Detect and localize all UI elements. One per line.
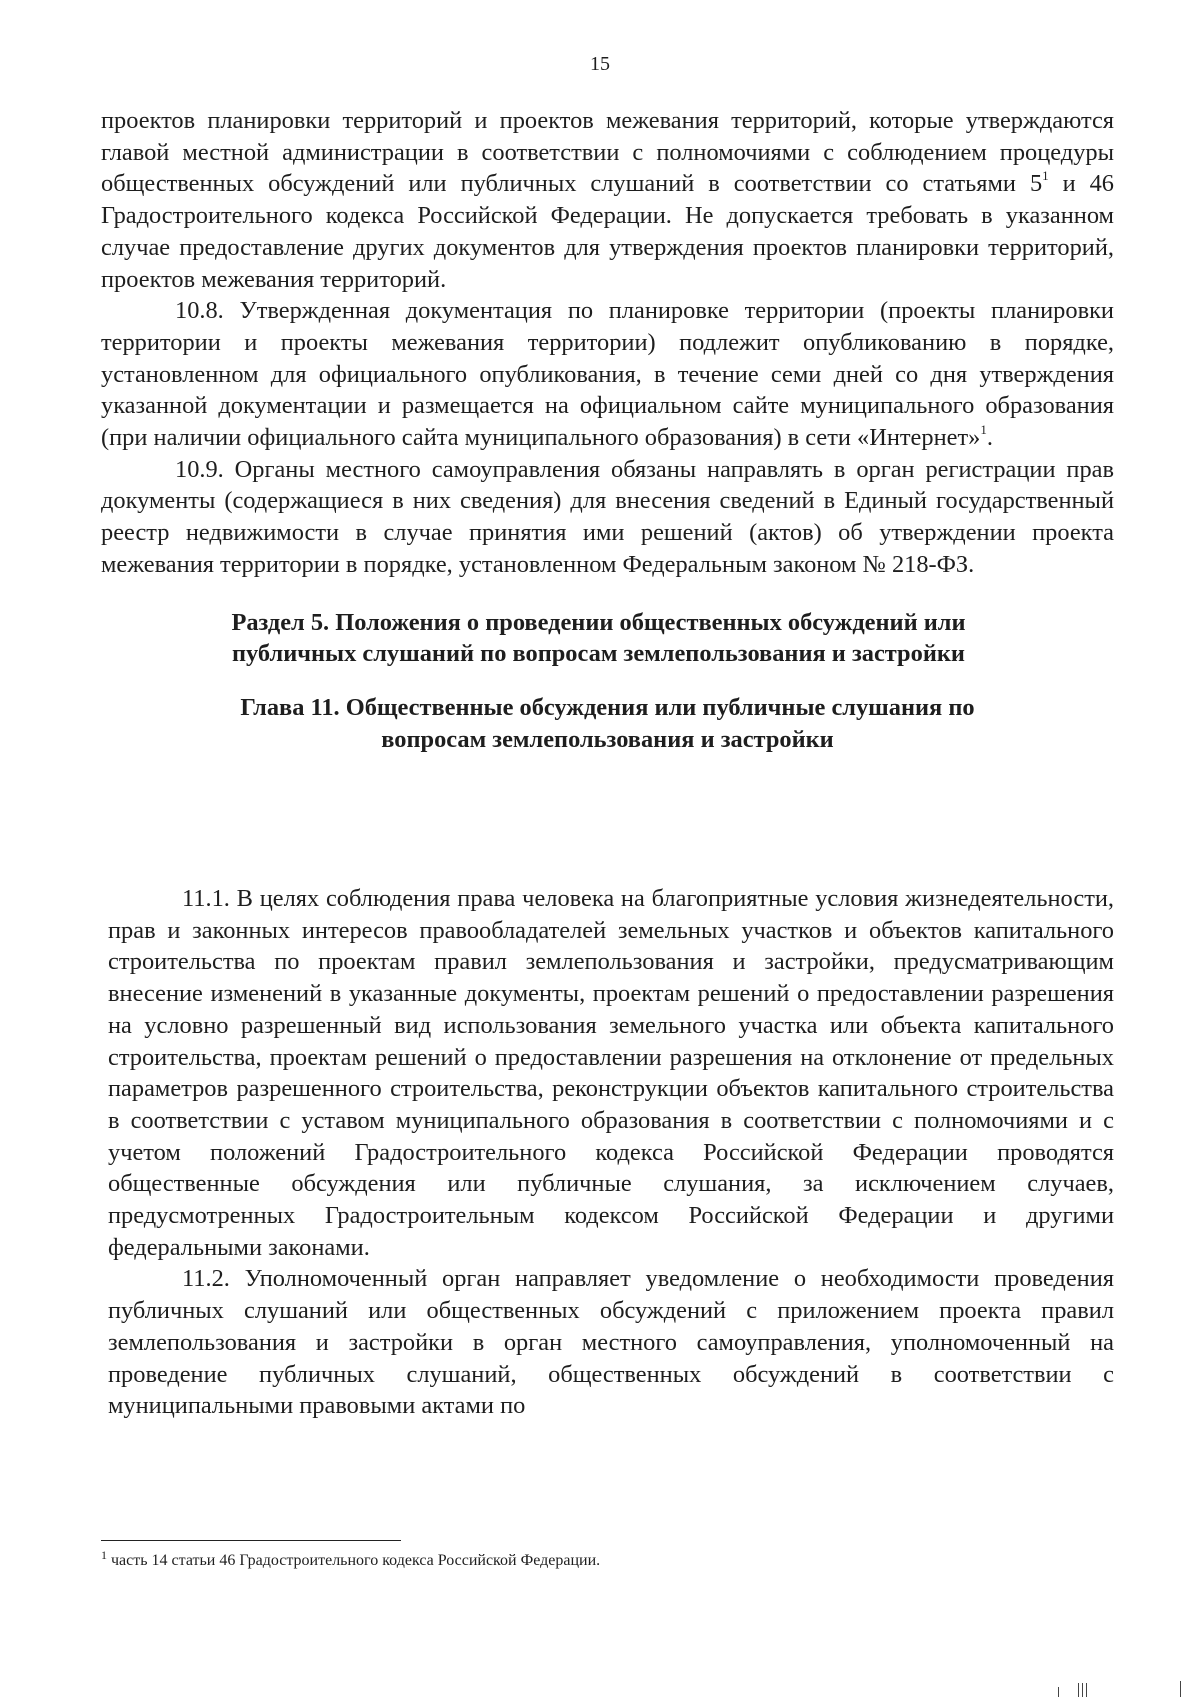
body-text-top xyxy=(101,105,1114,755)
paragraph-11-2: 11.2. Уполномоченный орган направляет уведомление о необходимости проведения публичных слушаний или общественных обсуждений с приложением проекта правил землепользования и застройки в орган местного самоуправления, уполномоченный на проведение публичных слушаний, общественных обсуждений в соответствии с муниципальными правовыми актами по xyxy=(108,1265,1114,1420)
page-number: 15 xyxy=(590,53,610,75)
paragraph-11-1: 11.1. В целях соблюдения права человека на благоприятные условия жизнедеятельности, прав и законных интересов правообладателей земельных участков и объектов капитального строительства по проектам правил землепользования и застройки, предусматривающим внесение изменений в указанные документы, проектам решений о предоставлении разрешения на условно разрешенный вид использования земельного участка или объекта капитального строительства, проектам решений о предоставлении разрешения на отклонение от предельных параметров разрешенного строительства, реконструкции объектов капитального строительства в соответствии с уставом муниципального образования в соответствии с полномочиями и с учетом положений Градостроительного кодекса Российской Федерации проводятся общественные обсуждения или публичные слушания, за исключением случаев, предусмотренных Градостроительным кодексом Российской Федерации и другими федеральными законами. xyxy=(108,885,1114,1261)
chapter-11-heading: Глава 11. Общественные обсуждения или публичные слушания по вопросам землепользования и застройки xyxy=(240,693,975,753)
paragraph-continuation: проектов планировки территорий и проектов межевания территорий, которые утверждаются главой местной администрации в соответствии с полномочиями с соблюдением процедуры общественных обсуждений или публичных слушаний в соответствии со статьями $5^1$ и 46 Градостроительного кодекса Российской Федерации. Не допускается требовать в указанном случае предоставление других документов для утверждения проектов планировки территорий, проектов межевания территорий. xyxy=(101,107,1114,293)
footnote-ref: 1 xyxy=(1042,168,1049,184)
footnote-separator xyxy=(101,1540,401,1541)
footnote-mark: 1 xyxy=(101,1548,107,1562)
footnote xyxy=(101,1550,1101,1572)
body-text-bottom xyxy=(108,883,1114,1422)
section-5-heading: Раздел 5. Положения о проведении общественных обсуждений или публичных слушаний по вопросам землепользования и застройки xyxy=(231,608,966,668)
scan-edge-marks xyxy=(1040,1680,1190,1697)
paragraph-10-8: 10.8. Утвержденная документация по планировке территории (проекты планировки территории и проекты межевания территории) подлежит опубликованию в порядке, установленном для официального опубликования, в течение семи дней со дня утверждения указанной документации и размещается на официальном сайте муниципального образования (при наличии официального сайта муниципального образования) в сети «Интернет»$^1$. xyxy=(101,297,1114,452)
paragraph-10-9: 10.9. Органы местного самоуправления обязаны направлять в орган регистрации прав документы (содержащиеся в них сведения) для внесения сведений в Единый государственный реестр недвижимости в случае принятия ими решений (актов) об утверждении проекта межевания территории в порядке, установленном Федеральным законом № 218-ФЗ. xyxy=(101,455,1114,578)
footnote-ref: 1 xyxy=(980,422,987,438)
footnote-text: часть 14 статьи 46 Градостроительного кодекса Российской Федерации. xyxy=(111,1552,601,1569)
